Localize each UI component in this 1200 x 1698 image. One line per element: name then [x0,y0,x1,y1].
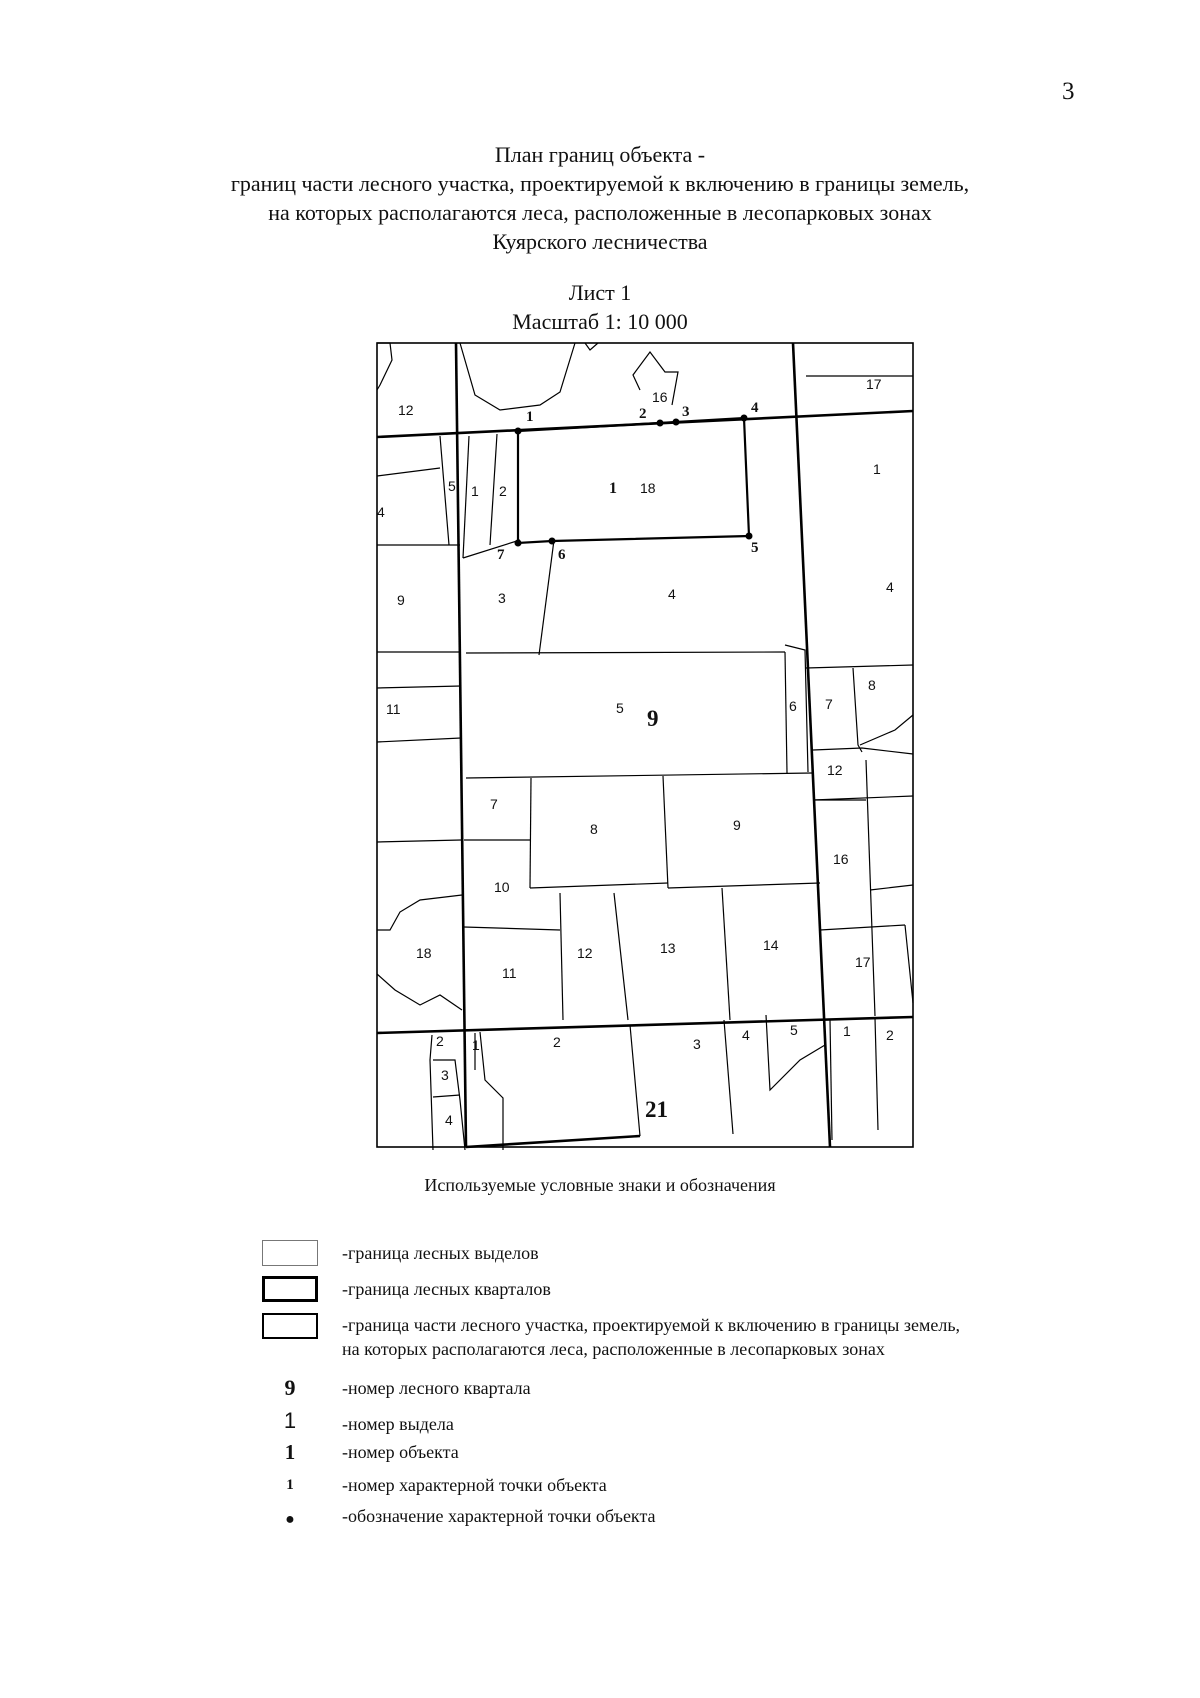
allotment-number: 2 [553,1034,561,1050]
allotment-number: 4 [445,1112,453,1128]
allotment-number: 4 [377,504,385,520]
page-number: 3 [1062,78,1075,105]
allotment-number: 2 [886,1027,894,1043]
legend-title: Используемые условные знаки и обозначения [424,1175,776,1195]
allotment-number: 2 [436,1033,444,1049]
allotment-number: 5 [448,478,456,494]
title-line-3: на которых располагаются леса, расположенные в лесопарковых зонах [268,200,932,225]
point-number-glyph: 1 [286,1477,294,1493]
quarter-number: 21 [645,1097,668,1122]
allotment-number: 2 [499,483,507,499]
legend-label: -граница лесных выделов [342,1243,539,1263]
allotment-number: 16 [833,851,849,867]
point-label: 3 [682,404,690,420]
allotment-number: 1 [873,461,881,477]
point-marker [515,540,522,547]
legend-symbol [262,1504,322,1532]
quarter-number: 9 [647,706,659,731]
allotment-number: 14 [763,937,779,953]
characteristic-points [515,415,753,547]
object-boundary [518,418,749,543]
legend-label: -граница лесных кварталов [342,1279,551,1299]
allotment-labels [377,376,894,1128]
scale-label: Масштаб 1: 10 000 [512,309,688,334]
legend-label: -обозначение характерной точки объекта [342,1506,656,1526]
allotment-number: 8 [590,821,598,837]
title-line-4: Куярского лесничества [492,229,708,254]
point-marker [657,420,664,427]
point-label: 1 [526,409,534,425]
allotment-number: 12 [398,402,414,418]
allotment-number: 1 [471,483,479,499]
quarter-number-glyph: 9 [284,1375,296,1400]
allotment-number: 17 [866,376,882,392]
allotment-number: 3 [441,1067,449,1083]
allotment-number: 16 [652,389,668,405]
sheet-label: Лист 1 [568,280,632,305]
point-label: 2 [639,406,647,422]
point-marker [746,533,753,540]
allotment-number: 12 [827,762,843,778]
object-number: 1 [609,480,617,497]
object-number-glyph: 1 [284,1440,296,1464]
legend-label: -номер выдела [342,1414,454,1434]
legend-symbol [262,1473,322,1501]
allotment-number: 3 [693,1036,701,1052]
allotment-number: 7 [490,796,498,812]
allotment-number: 13 [660,940,676,956]
allotment-number: 4 [886,579,894,595]
point-marker [515,428,522,435]
legend-symbol [262,1313,322,1341]
point-marker [673,419,680,426]
allotment-number: 11 [386,701,401,717]
allotment-number: 9 [733,817,741,833]
allotment-number: 9 [397,592,405,608]
allotment-number: 12 [577,945,593,961]
legend-symbol [262,1376,322,1404]
point-dot-icon: ● [285,1511,295,1528]
quarter-boundaries [377,343,913,1147]
allotment-number: 4 [742,1027,750,1043]
allotment-number: 18 [416,945,432,961]
allotment-number: 7 [825,696,833,712]
legend-symbol [262,1440,322,1468]
allotment-number: 1 [472,1037,480,1053]
point-label: 6 [558,547,566,563]
point-label: 7 [497,547,505,563]
allotment-number: 11 [502,965,517,981]
title-line-1: План границ объекта - [494,142,706,167]
allotment-number: 8 [868,677,876,693]
legend-label-line: на которых располагаются леса, расположенные в лесопарковых зонах [342,1339,885,1359]
legend-label: -номер характерной точки объекта [342,1475,607,1495]
allotment-number: 18 [640,480,656,496]
quarter-labels [645,706,668,1122]
legend-label [342,1313,960,1361]
allotment-number: 10 [494,879,510,895]
allotment-number: 4 [668,586,676,602]
legend-label: -номер объекта [342,1442,459,1462]
legend-label-line: -граница части лесного участка, проектируемой к включению в границы земель, [342,1315,961,1335]
legend-symbol [262,1240,322,1268]
point-marker [741,415,748,422]
allotment-number: 1 [843,1023,851,1039]
allotment-number: 5 [616,700,624,716]
point-marker [549,538,556,545]
allotment-number: 17 [855,954,871,970]
allotment-number: 3 [498,590,506,606]
legend-label: -номер лесного квартала [342,1378,531,1398]
allotment-number: 5 [790,1022,798,1038]
title-line-2: границ части лесного участка, проектируемой к включению в границы земель, [230,171,970,196]
point-label: 4 [751,400,759,416]
legend-symbol [262,1276,322,1304]
allotment-number-glyph: 1 [283,1408,297,1433]
allotment-number: 6 [789,698,797,714]
legend-symbol [262,1409,322,1437]
point-label: 5 [751,540,759,556]
